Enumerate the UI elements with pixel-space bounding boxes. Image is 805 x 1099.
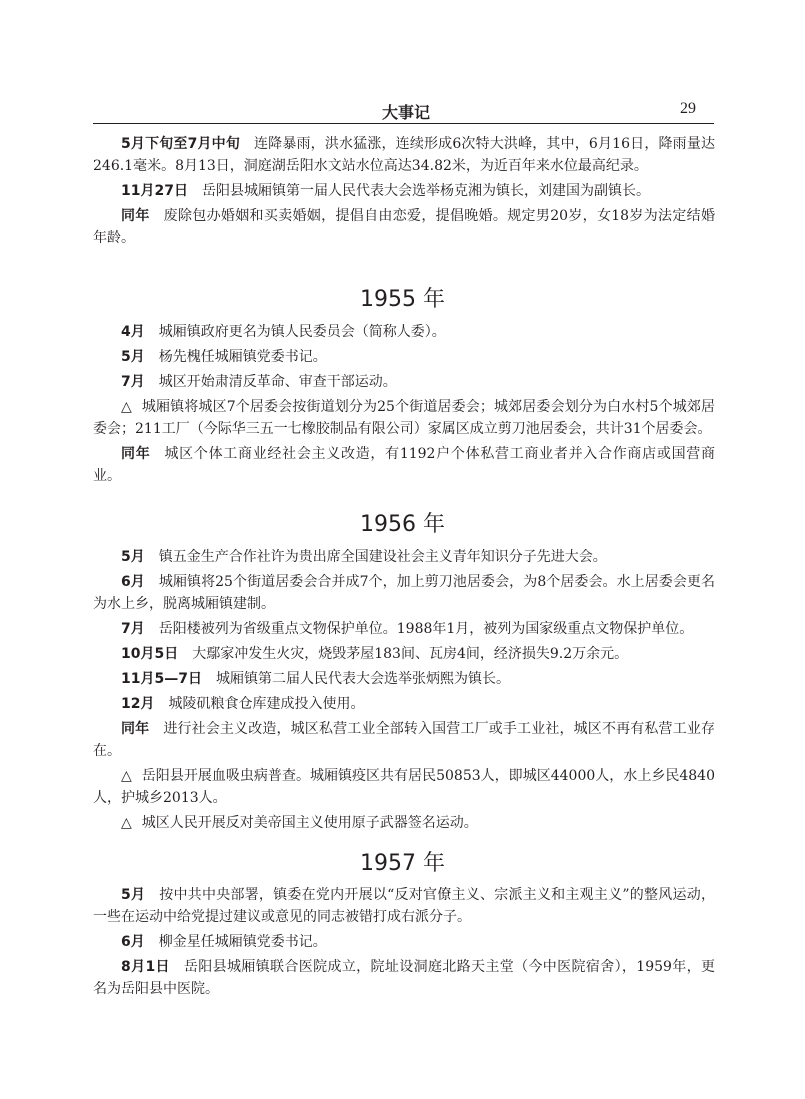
year-heading-1955: 1955 年 [360,287,445,312]
entry-text: 岳阳楼被列为省级重点文物保护单位。1988年1月，被列为国家级重点文物保护单位。 [158,621,694,637]
entry-text: 城区开始肃清反革命、审查干部运动。 [158,374,397,390]
entry-text: 杨先槐任城厢镇党委书记。 [158,349,327,365]
entry-text: 城厢镇将城区7个居委会按街道划分为25个街道居委会；城郊居委会划分为白水村5个城郊居委会；211工厂（今际华三五一七橡胶制品有限公司）家属区成立剪刀池居委会，共计31个居委会。 [93,399,715,437]
list-item [93,718,715,762]
entry-marker: △ [121,815,132,831]
list-item [93,956,715,1000]
list-item [93,812,715,834]
entry-date: 7月 [121,621,145,637]
entry-date: 5月 [121,549,145,565]
entry-date: 5月下旬至7月中旬 [121,136,240,152]
list-item [93,571,715,615]
entry-date: 7月 [121,374,145,390]
header-rule [93,123,714,124]
entry-date: 同年 [121,208,150,224]
list-item [93,884,715,928]
entry-date: 5月 [121,349,145,365]
list-item [93,371,715,393]
entry-text: 城厢镇第二届人民代表大会选举张炳熙为镇长。 [215,671,510,687]
entry-date: 5月 [121,887,146,903]
entry-text: 进行社会主义改造，城区私营工业全部转入国营工厂或手工业社，城区不再有私营工业存在。 [93,721,716,759]
entry-date: 10月5日 [121,646,179,662]
list-item [93,133,715,177]
list-item [93,180,715,202]
list-item [93,765,715,809]
entry-date: 11月5—7日 [121,671,202,687]
entry-text: 大鄢家冲发生火灾，烧毁茅屋183间、瓦房4间，经济损失9.2万余元。 [192,646,629,662]
entry-text: 废除包办婚姻和买卖婚姻，提倡自由恋爱，提倡晚婚。规定男20岁，女18岁为法定结婚年龄。 [93,208,715,246]
entry-marker: △ [121,399,132,415]
entry-date: 6月 [121,574,145,590]
entry-text: 柳金星任城厢镇党委书记。 [158,934,327,950]
list-item [93,643,715,665]
entry-text: 按中共中央部署，镇委在党内开展以“反对官僚主义、宗派主义和主观主义”的整风运动，一些在运动中给党提过建议或意见的同志被错打成右派分子。 [93,887,715,925]
list-item [93,346,715,368]
entry-text: 连降暴雨，洪水猛涨，连续形成6次特大洪峰，其中，6月16日，降雨量达246.1毫米。8月13日，洞庭湖岳阳水文站水位高达34.82米，为近百年来水位最高纪录。 [93,136,715,174]
entry-date: 同年 [121,721,150,737]
list-item [93,693,715,715]
section-1956-entries [93,546,715,837]
section-1954-entries [93,133,715,252]
entry-text: 城厢镇政府更名为镇人民委员会（简称人委）。 [158,324,446,340]
entry-marker: △ [121,768,132,784]
list-item [93,618,715,640]
list-item [93,443,715,487]
entry-date: 4月 [121,324,145,340]
entry-date: 同年 [121,446,151,462]
year-heading-1957: 1957 年 [360,851,445,876]
list-item [93,546,715,568]
page-number: 29 [680,100,696,117]
list-item [93,321,715,343]
entry-text: 岳阳县开展血吸虫病普查。城厢镇疫区共有居民50853人，即城区44000人，水上乡民4840人，护城乡2013人。 [93,768,715,806]
entry-date: 6月 [121,934,145,950]
list-item [93,205,715,249]
entry-text: 城区个体工商业经社会主义改造，有1192户个体私营工商业者并入合作商店或国营商业。 [93,446,715,484]
list-item [93,396,715,440]
entry-date: 12月 [121,696,155,712]
entry-text: 城陵矶粮食仓库建成投入使用。 [168,696,365,712]
list-item [93,668,715,690]
entry-text: 城区人民开展反对美帝国主义使用原子武器签名运动。 [141,815,478,831]
entry-text: 岳阳县城厢镇联合医院成立，院址设洞庭北路天主堂（今中医院宿舍），1959年，更名为岳阳县中医院。 [93,959,715,997]
entry-text: 城厢镇将25个街道居委会合并成7个，加上剪刀池居委会，为8个居委会。水上居委会更名为水上乡，脱离城厢镇建制。 [93,574,715,612]
list-item [93,931,715,953]
entry-date: 11月27日 [121,183,188,199]
section-1955-entries [93,321,715,490]
entry-date: 8月1日 [121,959,170,975]
entry-text: 岳阳县城厢镇第一届人民代表大会选举杨克湘为镇长，刘建国为副镇长。 [201,183,650,199]
year-heading-1956: 1956 年 [360,512,445,537]
running-header-title: 大事记 [382,103,431,122]
entry-text: 镇五金生产合作社许为贵出席全国建设社会主义青年知识分子先进大会。 [158,549,607,565]
section-1957-entries [93,884,715,1003]
